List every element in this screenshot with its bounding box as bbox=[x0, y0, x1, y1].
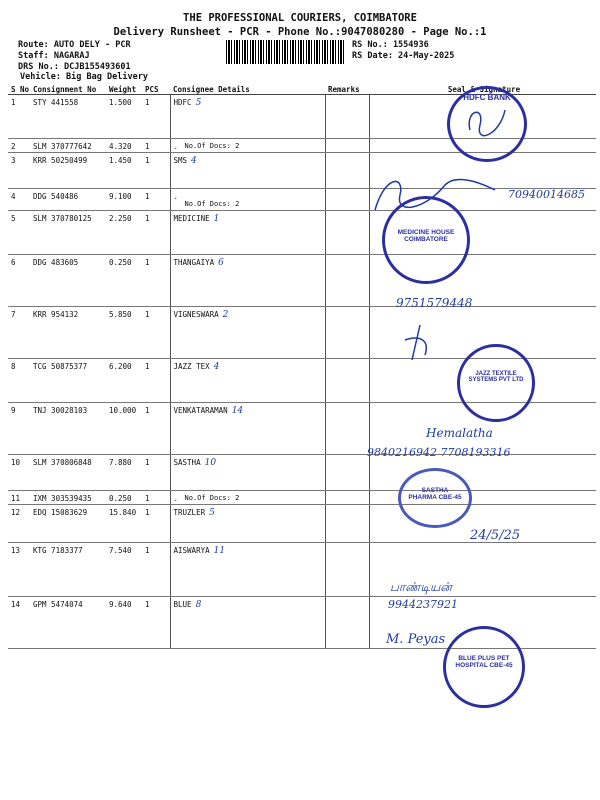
cell-weight: 7.880 bbox=[106, 455, 142, 491]
cell-consignment: KTG 7183377 bbox=[30, 543, 106, 597]
sastha-seal: SASTHA PHARMA CBE-45 bbox=[398, 468, 472, 528]
cell-consignee bbox=[170, 359, 325, 403]
cell-consignee bbox=[170, 255, 325, 307]
cell-pcs: 1 bbox=[142, 139, 170, 153]
cell-weight: 6.200 bbox=[106, 359, 142, 403]
handwritten-count: 1 bbox=[213, 214, 220, 224]
blue-plus-seal: BLUE PLUS PET HOSPITAL CBE-45 bbox=[443, 626, 525, 708]
cell-sno: 13 bbox=[8, 543, 30, 597]
cell-remarks bbox=[325, 359, 369, 403]
consignee-name: JAZZ TEX bbox=[173, 362, 210, 371]
cell-consignment: TNJ 30028103 bbox=[30, 403, 106, 455]
rs-date: RS Date: 24-May-2025 bbox=[352, 51, 455, 61]
cell-pcs: 1 bbox=[142, 491, 170, 505]
handwritten-count: 14 bbox=[231, 406, 244, 416]
handwritten-count: 5 bbox=[195, 98, 202, 108]
cell-pcs: 1 bbox=[142, 505, 170, 543]
cell-sno: 9 bbox=[8, 403, 30, 455]
cell-consignment: SLM 370806848 bbox=[30, 455, 106, 491]
cell-consignment: STY 441558 bbox=[30, 95, 106, 139]
company-title: THE PROFESSIONAL COURIERS, COIMBATORE bbox=[183, 12, 417, 24]
cell-remarks bbox=[325, 491, 369, 505]
cell-remarks bbox=[325, 153, 369, 189]
cell-remarks bbox=[325, 403, 369, 455]
handwritten-count: 10 bbox=[204, 458, 217, 468]
cell-weight: 15.840 bbox=[106, 505, 142, 543]
cell-sno: 2 bbox=[8, 139, 30, 153]
cell-consignee bbox=[170, 139, 325, 153]
cell-sno: 4 bbox=[8, 189, 30, 211]
jazz-textile-seal: JAZZ TEXTILE SYSTEMS PVT LTD bbox=[457, 344, 535, 422]
cell-pcs: 1 bbox=[142, 597, 170, 649]
handwritten-count: 2 bbox=[222, 310, 229, 320]
cell-pcs: 1 bbox=[142, 255, 170, 307]
cell-consignment: DDG 540486 bbox=[30, 189, 106, 211]
consignee-name: . bbox=[173, 142, 179, 151]
cell-remarks bbox=[325, 211, 369, 255]
cell-weight: 9.100 bbox=[106, 189, 142, 211]
staff-label: Staff: NAGARAJ bbox=[18, 51, 90, 61]
cell-consignee bbox=[170, 543, 325, 597]
cell-pcs: 1 bbox=[142, 455, 170, 491]
col-weight: Weight bbox=[106, 84, 142, 95]
col-consignee: Consignee Details bbox=[170, 84, 325, 95]
cell-weight: 1.450 bbox=[106, 153, 142, 189]
cell-sno: 10 bbox=[8, 455, 30, 491]
table-row bbox=[8, 153, 596, 189]
consignee-name: . bbox=[173, 494, 179, 503]
col-pcs: PCS bbox=[142, 84, 170, 95]
cell-consignment: SLM 370777642 bbox=[30, 139, 106, 153]
cell-consignment: GPM 5474074 bbox=[30, 597, 106, 649]
col-seal: Seal & Signature bbox=[369, 84, 596, 95]
cell-sno: 7 bbox=[8, 307, 30, 359]
cell-sno: 1 bbox=[8, 95, 30, 139]
cell-remarks bbox=[325, 255, 369, 307]
consignee-name: VIGNESWARA bbox=[173, 310, 219, 319]
cell-sno: 8 bbox=[8, 359, 30, 403]
hdfc-signature bbox=[460, 100, 510, 140]
consignee-name: . bbox=[173, 192, 179, 201]
cell-consignment: KRR 50250499 bbox=[30, 153, 106, 189]
cell-weight: 7.540 bbox=[106, 543, 142, 597]
handwritten-phone-2: 9751579448 bbox=[396, 296, 473, 310]
cell-remarks bbox=[325, 597, 369, 649]
cell-consignee bbox=[170, 403, 325, 455]
consignee-name: SASTHA bbox=[173, 458, 201, 467]
cell-consignee bbox=[170, 211, 325, 255]
cell-pcs: 1 bbox=[142, 359, 170, 403]
col-sno: S No bbox=[8, 84, 30, 95]
cell-weight: 0.250 bbox=[106, 255, 142, 307]
cell-consignment: IXM 303539435 bbox=[30, 491, 106, 505]
cell-pcs: 1 bbox=[142, 211, 170, 255]
cell-consignment: DDG 483605 bbox=[30, 255, 106, 307]
cell-consignee bbox=[170, 491, 325, 505]
cell-sno: 12 bbox=[8, 505, 30, 543]
cell-consignment: EDQ 15083629 bbox=[30, 505, 106, 543]
vehicle-label: Vehicle: Big Bag Delivery bbox=[20, 72, 148, 82]
col-consignment: Consignment No bbox=[30, 84, 106, 95]
cell-sno: 14 bbox=[8, 597, 30, 649]
handwritten-phone-3: 9840216942 7708193316 bbox=[367, 446, 511, 459]
consignee-name: VENKATARAMAN bbox=[173, 406, 228, 415]
cell-pcs: 1 bbox=[142, 95, 170, 139]
cell-weight: 4.320 bbox=[106, 139, 142, 153]
table-row bbox=[8, 491, 596, 505]
cell-remarks bbox=[325, 543, 369, 597]
route-label: Route: AUTO DELY - PCR bbox=[18, 40, 131, 50]
cell-remarks bbox=[325, 139, 369, 153]
handwritten-count: 4 bbox=[191, 156, 197, 166]
cell-consignee bbox=[170, 597, 325, 649]
handwritten-count: 8 bbox=[195, 600, 202, 610]
medicine-house-seal: MEDICINE HOUSE COIMBATORE bbox=[382, 196, 470, 284]
cell-remarks bbox=[325, 505, 369, 543]
cell-weight: 5.850 bbox=[106, 307, 142, 359]
cell-pcs: 1 bbox=[142, 307, 170, 359]
cell-consignment: SLM 370780125 bbox=[30, 211, 106, 255]
docs-count: No.Of Docs: 2 bbox=[184, 142, 240, 150]
hdfc-seal: HDFC BANK bbox=[447, 86, 527, 162]
cell-consignment: TCG 50875377 bbox=[30, 359, 106, 403]
table-row bbox=[8, 255, 596, 307]
drs-label: DRS No.: DCJB155493601 bbox=[18, 62, 131, 72]
consignee-name: THANGAIYA bbox=[173, 258, 215, 267]
handwritten-phone-1: 70940014685 bbox=[508, 188, 585, 201]
cell-weight: 10.000 bbox=[106, 403, 142, 455]
handwritten-count: 4 bbox=[213, 362, 220, 372]
table-row bbox=[8, 455, 596, 491]
cell-consignee bbox=[170, 153, 325, 189]
consignee-name: TRUZLER bbox=[173, 508, 206, 517]
cell-weight: 0.250 bbox=[106, 491, 142, 505]
cell-pcs: 1 bbox=[142, 403, 170, 455]
handwritten-phone-4: 9944237921 bbox=[388, 598, 458, 611]
cell-remarks bbox=[325, 307, 369, 359]
consignee-name: BLUE bbox=[173, 600, 192, 609]
barcode bbox=[226, 40, 346, 64]
cell-pcs: 1 bbox=[142, 153, 170, 189]
handwritten-count: 5 bbox=[209, 508, 215, 518]
consignee-name: AISWARYA bbox=[173, 546, 210, 555]
rs-number: RS No.: 1554936 bbox=[352, 40, 429, 50]
handwritten-count: 11 bbox=[213, 546, 226, 556]
table-row bbox=[8, 543, 596, 597]
cell-consignment: KRR 954132 bbox=[30, 307, 106, 359]
cell-consignee bbox=[170, 307, 325, 359]
cell-remarks bbox=[325, 189, 369, 211]
cell-weight: 9.640 bbox=[106, 597, 142, 649]
consignee-name: HDFC bbox=[173, 98, 192, 107]
handwritten-date: 24/5/25 bbox=[470, 528, 521, 543]
cell-sno: 5 bbox=[8, 211, 30, 255]
cell-sno: 6 bbox=[8, 255, 30, 307]
cell-remarks bbox=[325, 95, 369, 139]
handwritten-count: 6 bbox=[218, 258, 224, 268]
cell-sno: 3 bbox=[8, 153, 30, 189]
cell-sno: 11 bbox=[8, 491, 30, 505]
cell-remarks bbox=[325, 455, 369, 491]
cell-consignee bbox=[170, 505, 325, 543]
handwritten-name-2: M. Peyas bbox=[386, 632, 446, 647]
docs-count: No.Of Docs: 2 bbox=[184, 494, 240, 502]
runsheet-title: Delivery Runsheet - PCR - Phone No.:9047080280 - Page No.:1 bbox=[113, 26, 487, 38]
handwritten-tamil-name: பாண்டியன் bbox=[390, 580, 452, 594]
consignee-name: SMS bbox=[173, 156, 188, 165]
consignee-name: MEDICINE bbox=[173, 214, 210, 223]
cell-consignee bbox=[170, 455, 325, 491]
cell-consignee bbox=[170, 95, 325, 139]
handwritten-name-1: Hemalatha bbox=[426, 426, 493, 440]
cell-consignee bbox=[170, 189, 325, 211]
docs-count: No.Of Docs: 2 bbox=[184, 200, 240, 208]
cell-weight: 1.500 bbox=[106, 95, 142, 139]
table-row bbox=[8, 211, 596, 255]
cell-pcs: 1 bbox=[142, 543, 170, 597]
col-remarks: Remarks bbox=[325, 84, 369, 95]
cell-weight: 2.250 bbox=[106, 211, 142, 255]
jazz-signature bbox=[400, 320, 440, 365]
cell-pcs: 1 bbox=[142, 189, 170, 211]
